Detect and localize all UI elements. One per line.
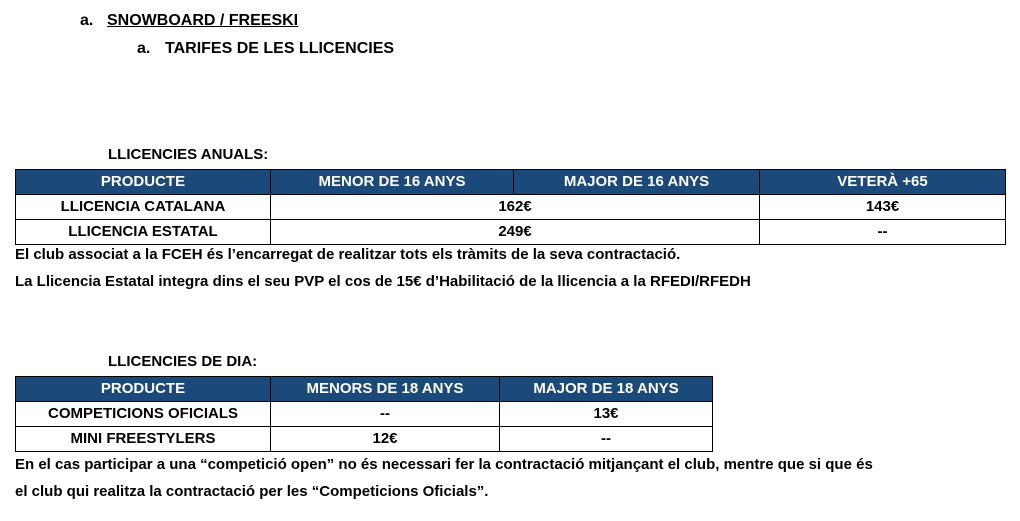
product-cell: LLICENCIA CATALANA [16,195,271,220]
section-number: a. [80,12,94,29]
header-over-16: MAJOR DE 16 ANYS [514,170,760,195]
header-product: PRODUCTE [16,377,271,402]
table-header-row [16,170,1006,195]
table-row [16,427,713,452]
annual-licences-table [15,169,1006,245]
table-row [16,220,1006,245]
header-under-18: MENORS DE 18 ANYS [271,377,500,402]
minor-price-cell: -- [271,402,500,427]
annual-note-2: La Llicencia Estatal integra dins el seu PVP el cos de 15€ d’Habilitació de la llicencia a la RFEDI/RFEDH [15,273,751,290]
section-heading [80,12,298,30]
product-cell: COMPETICIONS OFICIALS [16,402,271,427]
product-cell: LLICENCIA ESTATAL [16,220,271,245]
subsection-number: a. [137,40,151,57]
table-row [16,402,713,427]
price-cell: 249€ [271,220,760,245]
daily-licences-table [15,376,713,452]
header-under-16: MENOR DE 16 ANYS [271,170,514,195]
subsection-heading [137,40,394,58]
veteran-price-cell: -- [760,220,1006,245]
price-cell: 162€ [271,195,760,220]
daily-note-2: el club qui realitza la contractació per les “Competicions Oficials”. [15,483,489,500]
header-over-18: MAJOR DE 18 ANYS [500,377,713,402]
table-header-row [16,377,713,402]
header-product: PRODUCTE [16,170,271,195]
daily-note-1: En el cas participar a una “competició open” no és necessari fer la contractació mitjançant el club, mentre que si que és [15,456,873,473]
daily-licences-title: LLICENCIES DE DIA: [108,353,258,370]
minor-price-cell: 12€ [271,427,500,452]
product-cell: MINI FREESTYLERS [16,427,271,452]
major-price-cell: 13€ [500,402,713,427]
annual-licences-title: LLICENCIES ANUALS: [108,146,269,163]
header-veteran: VETERÀ +65 [760,170,1006,195]
major-price-cell: -- [500,427,713,452]
section-title: SNOWBOARD / FREESKI [107,12,299,29]
veteran-price-cell: 143€ [760,195,1006,220]
annual-note-1: El club associat a la FCEH és l’encarregat de realitzar tots els tràmits de la seva contractació. [15,246,681,263]
subsection-title: TARIFES DE LES LLICENCIES [165,40,395,57]
table-row [16,195,1006,220]
